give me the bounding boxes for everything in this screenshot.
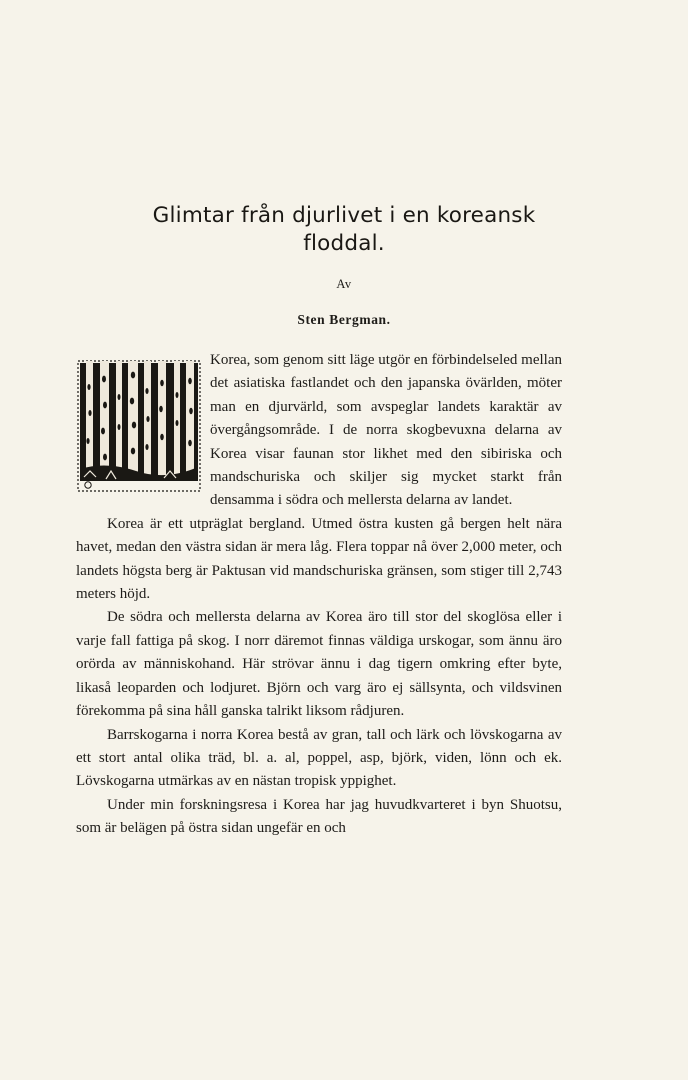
article-title xyxy=(60,202,628,258)
paragraph-3: De södra och mellersta delarna av Korea äro till stor del skoglösa eller i varje fall fattiga på skog. I norr däremot finnas väldiga urskogar, som ännu äro orörda av människohand. Här strövar ännu i dag tigern omkring efter byte, likaså leoparden och lodjuret. Björn och varg äro ej sällsynta, och vildsvinen förekomma på sina håll ganska talrikt liksom rådjuren. xyxy=(76,609,562,720)
paragraph-1-text: Korea, som genom sitt läge utgör en förbindelseled mellan det asiatiska fastlandet och den japanska övärlden, möter man en djurvärld, som avspeglar landets karaktär av övergångsområde. I de norra skogbevuxna delarna av Korea visar faunan stor likhet med den sibiriska och mandschuriska och skiljer sig mycket starkt från densamma i södra och mellersta delarna av landet. xyxy=(210,352,562,509)
paragraph-2: Korea är ett utpräglat bergland. Utmed östra kusten gå bergen helt nära havet, medan den västra sidan är mera låg. Flera toppar nå över 2,000 meter, och landets högsta berg är Paktusan vid mandschuriska gränsen, som stiger till 2,743 meters höjd. xyxy=(76,515,562,603)
paragraph-5: Under min forskningsresa i Korea har jag huvudkvarteret i byn Shuotsu, som är belägen på östra sidan ungefär en och xyxy=(76,796,562,837)
author-name: Sten Bergman. xyxy=(297,312,391,327)
forest-vignette-icon xyxy=(76,357,202,493)
paragraph-4: Barrskogarna i norra Korea bestå av gran, tall och lärk och lövskogarna av ett stort antal olika träd, bl. a. al, poppel, asp, björk, viden, lönn och ek. Lövskogarna utmärkas av en nästan tropisk yppighet. xyxy=(76,726,562,790)
title-line-1: Glimtar från djurlivet i en koreansk xyxy=(152,203,536,228)
title-line-2: floddal. xyxy=(303,231,385,256)
byline-prefix: Av xyxy=(336,277,352,291)
article-body xyxy=(76,349,562,841)
paragraph-1 xyxy=(76,349,562,513)
